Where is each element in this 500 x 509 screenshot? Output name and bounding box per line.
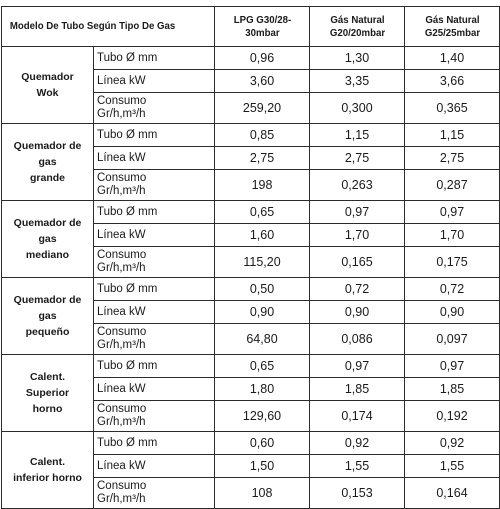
header-g25: Gás Natural G25/25mbar — [408, 7, 495, 47]
param-label-text: Consumo Gr/h,m³/h — [97, 249, 147, 274]
value-cell: 0,300 — [310, 93, 405, 124]
param-label — [94, 478, 215, 509]
gas-specs-table — [1, 6, 500, 509]
value-cell: 0,365 — [405, 93, 500, 124]
param-label — [94, 247, 215, 278]
value-cell: 0,90 — [215, 301, 310, 324]
value-cell: 259,20 — [215, 93, 310, 124]
param-label — [94, 124, 215, 147]
value-cell: 0,174 — [310, 401, 405, 432]
value-cell: 0,65 — [215, 355, 310, 378]
param-label — [94, 201, 215, 224]
value-cell: 0,72 — [405, 278, 500, 301]
value-cell: 1,15 — [405, 124, 500, 147]
param-label — [94, 278, 215, 301]
model-header: Modelo De Tubo Según Tipo De Gas — [2, 7, 198, 47]
param-label-text: Tubo Ø mm — [97, 359, 158, 372]
value-cell: 1,70 — [310, 224, 405, 247]
tubo-row — [2, 47, 500, 70]
burner-name-text: Quemador de gas mediano — [13, 217, 82, 261]
burner-name — [2, 432, 94, 509]
param-label-text: Línea kW — [97, 382, 146, 395]
value-cell: 1,70 — [405, 224, 500, 247]
param-label-text: Línea kW — [97, 305, 146, 318]
param-label-text: Tubo Ø mm — [97, 436, 158, 449]
value-cell: 1,55 — [405, 455, 500, 478]
header-row — [2, 7, 500, 47]
burner-name-text: Quemador de gas grande — [13, 140, 82, 184]
param-label-text: Línea kW — [97, 459, 146, 472]
value-cell: 3,66 — [405, 70, 500, 93]
value-cell: 2,75 — [310, 147, 405, 170]
burner-name — [2, 124, 94, 201]
value-cell: 129,60 — [215, 401, 310, 432]
value-cell: 1,85 — [405, 378, 500, 401]
value-cell: 1,80 — [215, 378, 310, 401]
value-cell: 3,60 — [215, 70, 310, 93]
param-label — [94, 70, 215, 93]
value-cell: 2,75 — [405, 147, 500, 170]
value-cell: 0,192 — [405, 401, 500, 432]
param-label-text: Línea kW — [97, 151, 146, 164]
param-label — [94, 455, 215, 478]
value-cell: 0,90 — [405, 301, 500, 324]
value-cell: 1,15 — [310, 124, 405, 147]
value-cell: 0,92 — [310, 432, 405, 455]
param-label — [94, 401, 215, 432]
value-cell: 1,30 — [310, 47, 405, 70]
value-cell: 1,50 — [215, 455, 310, 478]
value-cell: 1,55 — [310, 455, 405, 478]
value-cell: 108 — [215, 478, 310, 509]
param-label — [94, 47, 215, 70]
param-label — [94, 147, 215, 170]
tubo-row — [2, 201, 500, 224]
burner-name-text: Calent. inferior horno — [13, 456, 82, 484]
param-label-text: Consumo Gr/h,m³/h — [97, 326, 147, 351]
param-label-text: Consumo Gr/h,m³/h — [97, 403, 147, 428]
value-cell: 3,35 — [310, 70, 405, 93]
table-body — [2, 47, 500, 509]
value-cell: 1,85 — [310, 378, 405, 401]
param-label — [94, 432, 215, 455]
value-cell: 198 — [215, 170, 310, 201]
value-cell: 115,20 — [215, 247, 310, 278]
param-label-text: Línea kW — [97, 74, 146, 87]
param-label — [94, 170, 215, 201]
param-label — [94, 378, 215, 401]
burner-name-text: Quemador Wok — [21, 71, 74, 99]
param-label-text: Tubo Ø mm — [97, 282, 158, 295]
param-label-text: Tubo Ø mm — [97, 205, 158, 218]
value-cell: 0,287 — [405, 170, 500, 201]
value-cell: 0,92 — [405, 432, 500, 455]
value-cell: 0,97 — [405, 201, 500, 224]
value-cell: 0,97 — [310, 201, 405, 224]
tubo-row — [2, 124, 500, 147]
param-label — [94, 324, 215, 355]
tubo-row — [2, 432, 500, 455]
value-cell: 0,97 — [310, 355, 405, 378]
param-label — [94, 224, 215, 247]
tubo-row — [2, 278, 500, 301]
value-cell: 0,90 — [310, 301, 405, 324]
value-cell: 0,85 — [215, 124, 310, 147]
header-g20: Gás Natural G20/20mbar — [313, 7, 400, 47]
value-cell: 0,50 — [215, 278, 310, 301]
value-cell: 0,96 — [215, 47, 310, 70]
value-cell: 0,72 — [310, 278, 405, 301]
value-cell: 1,60 — [215, 224, 310, 247]
burner-name — [2, 278, 94, 355]
value-cell: 0,97 — [405, 355, 500, 378]
header-lpg: LPG G30/28- 30mbar — [218, 7, 305, 47]
param-label-text: Tubo Ø mm — [97, 51, 158, 64]
burner-name — [2, 355, 94, 432]
param-label-text: Línea kW — [97, 228, 146, 241]
value-cell: 0,175 — [405, 247, 500, 278]
param-label-text: Consumo Gr/h,m³/h — [97, 95, 147, 120]
param-label — [94, 93, 215, 124]
param-label — [94, 301, 215, 324]
param-label-text: Consumo Gr/h,m³/h — [97, 480, 147, 505]
value-cell: 0,153 — [310, 478, 405, 509]
value-cell: 0,60 — [215, 432, 310, 455]
param-label — [94, 355, 215, 378]
tubo-row — [2, 355, 500, 378]
value-cell: 1,40 — [405, 47, 500, 70]
value-cell: 0,165 — [310, 247, 405, 278]
value-cell: 0,263 — [310, 170, 405, 201]
value-cell: 64,80 — [215, 324, 310, 355]
value-cell: 2,75 — [215, 147, 310, 170]
value-cell: 0,097 — [405, 324, 500, 355]
param-label-text: Tubo Ø mm — [97, 128, 158, 141]
burner-name-text: Quemador de gas pequeño — [13, 294, 82, 338]
value-cell: 0,086 — [310, 324, 405, 355]
value-cell: 0,65 — [215, 201, 310, 224]
burner-name — [2, 201, 94, 278]
burner-name-text: Calent. Superior horno — [25, 371, 70, 415]
value-cell: 0,164 — [405, 478, 500, 509]
burner-name — [2, 47, 94, 124]
param-label-text: Consumo Gr/h,m³/h — [97, 172, 147, 197]
